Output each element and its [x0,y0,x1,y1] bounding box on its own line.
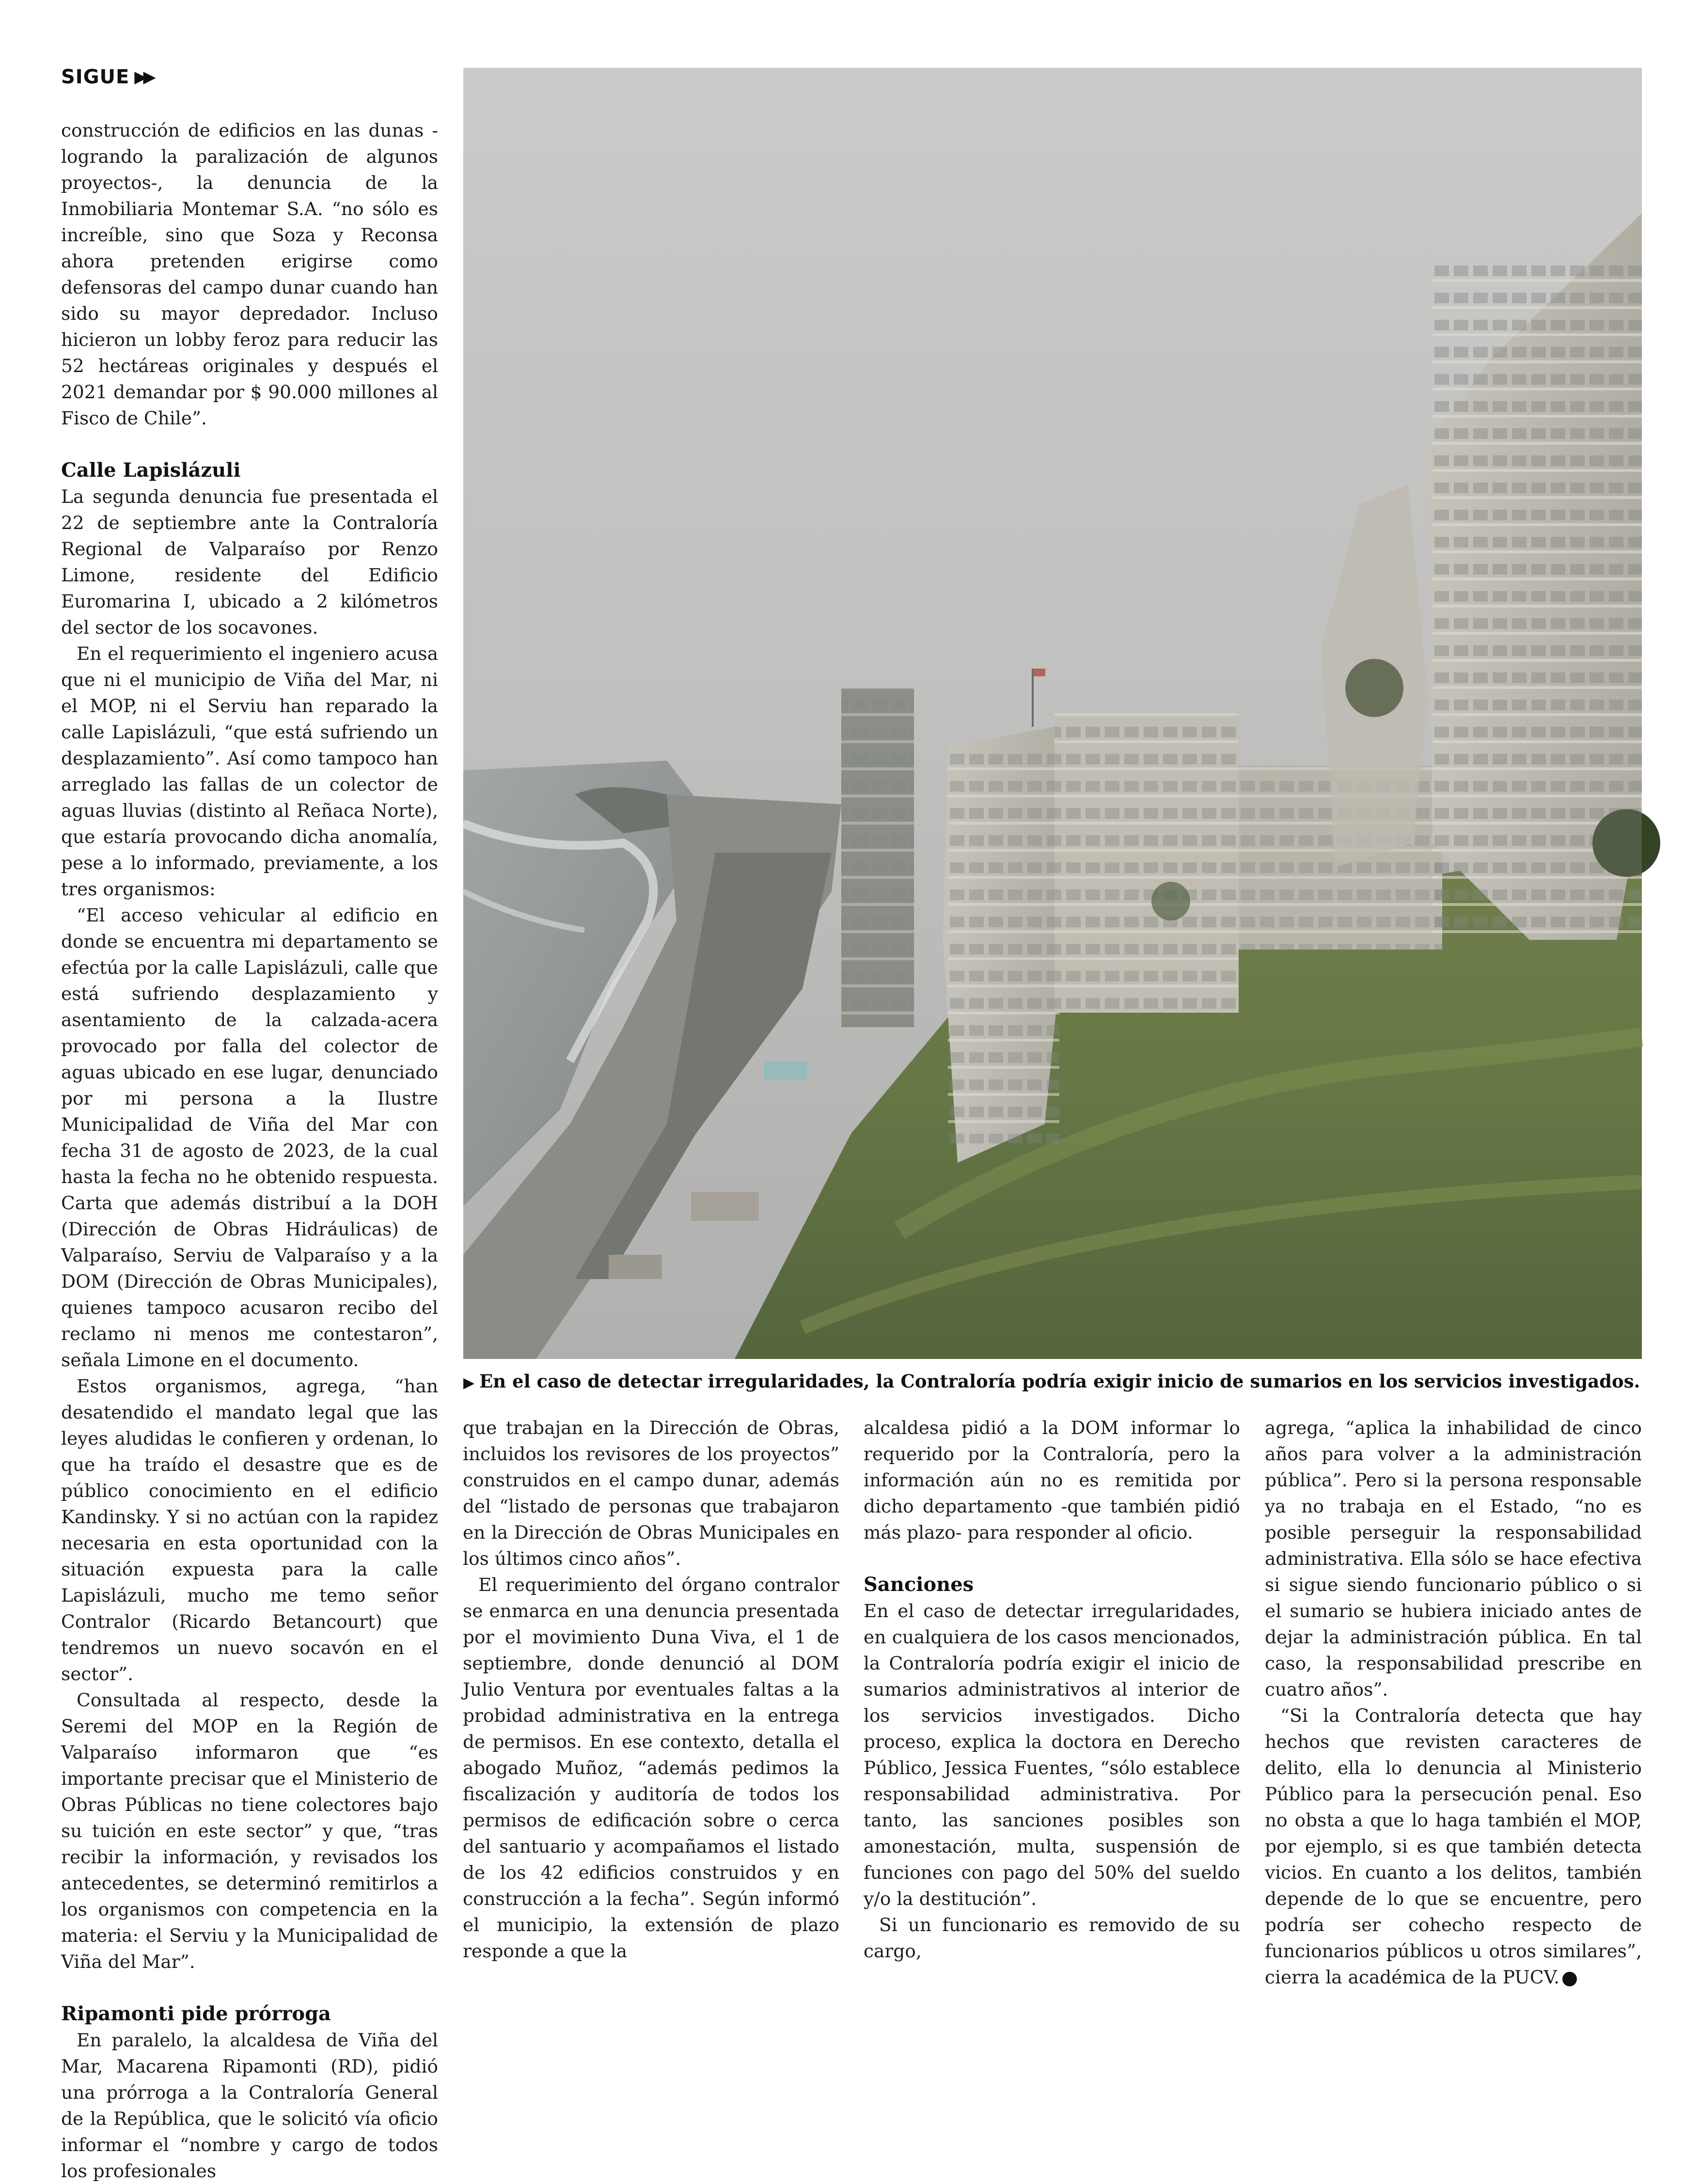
continues-header [61,66,152,88]
article-column-2 [463,1415,839,1962]
paragraph: alcaldesa pidió a la DOM informar lo requerido por la Contraloría, pero la información aún no es remitida por dicho departamento -que también pidió más plazo- para responder al oficio. [864,1417,1240,1543]
photo-caption [463,1369,1642,1395]
article-column-4 [1265,1415,1642,1988]
paragraph: En el requerimiento el ingeniero acusa que ni el municipio de Viña del Mar, ni el MOP, ni el Serviu han reparado la calle Lapislázuli, “que está sufriendo un desplazamiento”. Así como tampoco han arreglado las fallas de un colector de aguas lluvias (distinto al Reñaca Norte), que estaría provocando dicha anomalía, pese a lo informado, previamente, a los tres organismos: [61,643,438,900]
subheading-ripamonti: Ripamonti pide prórroga [61,2002,331,2025]
paragraph: Si un funcionario es removido de su cargo, [864,1914,1240,1962]
paragraph: construcción de edificios en las dunas -logrando la paralización de algunos proyectos-, la denuncia de la Inmobiliaria Montemar S.A. “no sólo es increíble, sino que Soza y Reconsa ahora pretenden erigirse como defensoras del campo dunar cuando han sido su mayor depredador. Incluso hicieron un lobby feroz para reducir las 52 hectáreas originales y después el 2021 demandar por $ 90.000 millones al Fisco de Chile”. [61,120,438,429]
paragraph: Estos organismos, agrega, “han desatendido el mandato legal que las leyes aludidas le confieren y ordenan, lo que ha traído el desastre que es de público conocimiento en el edificio Kandinsky. Y si no actúan con la rapidez necesaria en esta oportunidad con la situación expuesta para la calle Lapislázuli, mucho me temo señor Contralor (Ricardo Betancourt) que tendremos un nuevo socavón en el sector”. [61,1375,438,1685]
closing-paragraph [1265,1702,1642,1990]
double-arrow-icon: ▶▶ [134,67,152,87]
paragraph: En paralelo, la alcaldesa de Viña del Mar, Macarena Ripamonti (RD), pidió una prórroga a la Contraloría General de la República, que le solicitó vía oficio informar el “nombre y cargo de todos los profesionales [61,2029,438,2182]
paragraph: La segunda denuncia fue presentada el 22 de septiembre ante la Contraloría Regional de Valparaíso por Renzo Limone, residente del Edificio Euromarina I, ubicado a 2 kilómetros del sector de los socavones. [61,486,438,638]
article-column-3 [864,1415,1240,1962]
end-of-article-icon [1562,1972,1577,1986]
paragraph: El requerimiento del órgano contralor se enmarca en una denuncia presentada por el movimiento Duna Viva, el 1 de septiembre, donde denunció al DOM Julio Ventura por eventuales faltas a la probidad administrativa en la entrega de permisos. En ese contexto, detalla el abogado Muñoz, “además pedimos la fiscalización y auditoría de todos los permisos de edificación sobre o cerca del santuario y acompañamos el listado de los 42 edificios construidos y en construcción a la fecha”. Según informó el municipio, la extensión de plazo responde a que la [463,1574,839,1962]
paragraph: agrega, “aplica la inhabilidad de cinco años para volver a la administración pública”. Pero si la persona responsable ya no trabaja en el Estado, “no es posible perseguir la responsabilidad administrativa. Ella sólo se hace efectiva si sigue siendo funcionario público o si el sumario se hubiera iniciado antes de dejar la administración pública. En tal caso, la responsabilidad prescribe en cuatro años”. [1265,1417,1642,1700]
subheading-sanciones: Sanciones [864,1573,974,1596]
paragraph: En el caso de detectar irregularidades, en cualquiera de los casos mencionados, la Contraloría podría exigir el inicio de sumarios administrativos al interior de los servicios investigados. Dicho proceso, explica la doctora en Derecho Público, Jessica Fuentes, “sólo establece responsabilidad administrativa. Por tanto, las sanciones posibles son amonestación, multa, suspensión de funciones con pago del 50% del sueldo y/o la destitución”. [864,1600,1240,1909]
continues-label: SIGUE [61,66,130,88]
caption-marker-icon: ▶ [463,1374,475,1391]
closing-text: “Si la Contraloría detecta que hay hechos que revisten caracteres de delito, ella lo denuncia al Ministerio Público para la persecución penal. Eso no obsta a que lo haga también el MOP, por ejemplo, si es que también detecta vicios. En cuanto a los delitos, también depende de lo que se encuentre, pero podría ser cohecho respecto de funcionarios públicos u otros similares”, cierra la académica de la PUCV. [1265,1705,1642,1988]
caption-text: En el caso de detectar irregularidades, la Contraloría podría exigir inicio de sumarios en los servicios investigados. [479,1371,1640,1392]
quote-paragraph: “El acceso vehicular al edificio en donde se encuentra mi departamento se efectúa por la calle Lapislázuli, calle que está sufriendo desplazamiento y asentamiento de la calzada-acera provocado por falla del colector de aguas ubicado en ese lugar, denunciado por mi persona a la Ilustre Municipalidad de Viña del Mar con fecha 31 de agosto de 2023, de la cual hasta la fecha no he obtenido respuesta. Carta que además distribuí a la DOH (Dirección de Obras Hidráulicas) de Valparaíso, Serviu de Valparaíso y a la DOM (Dirección de Obras Municipales), quienes tampoco acusaron recibo del reclamo ni menos me contestaron”, señala Limone en el documento. [61,905,438,1371]
paragraph: Consultada al respecto, desde la Seremi del MOP en la Región de Valparaíso informaron que “es importante precisar que el Ministerio de Obras Públicas no tiene colectores bajo su tuición en este sector” y que, “tras recibir la información, y revisados los antecedentes, se determinó remitirlos a los organismos con competencia en la materia: el Serviu y la Municipalidad de Viña del Mar”. [61,1689,438,1972]
coastal-buildings-photo [463,68,1642,1359]
article-column-1 [61,117,438,2182]
paragraph: que trabajan en la Dirección de Obras, incluidos los revisores de los proyectos” construidos en el campo dunar, además del “listado de personas que trabajaron en la Dirección de Obras Municipales en los últimos cinco años”. [463,1417,839,1569]
subheading-calle-lapislazuli: Calle Lapislázuli [61,459,241,482]
